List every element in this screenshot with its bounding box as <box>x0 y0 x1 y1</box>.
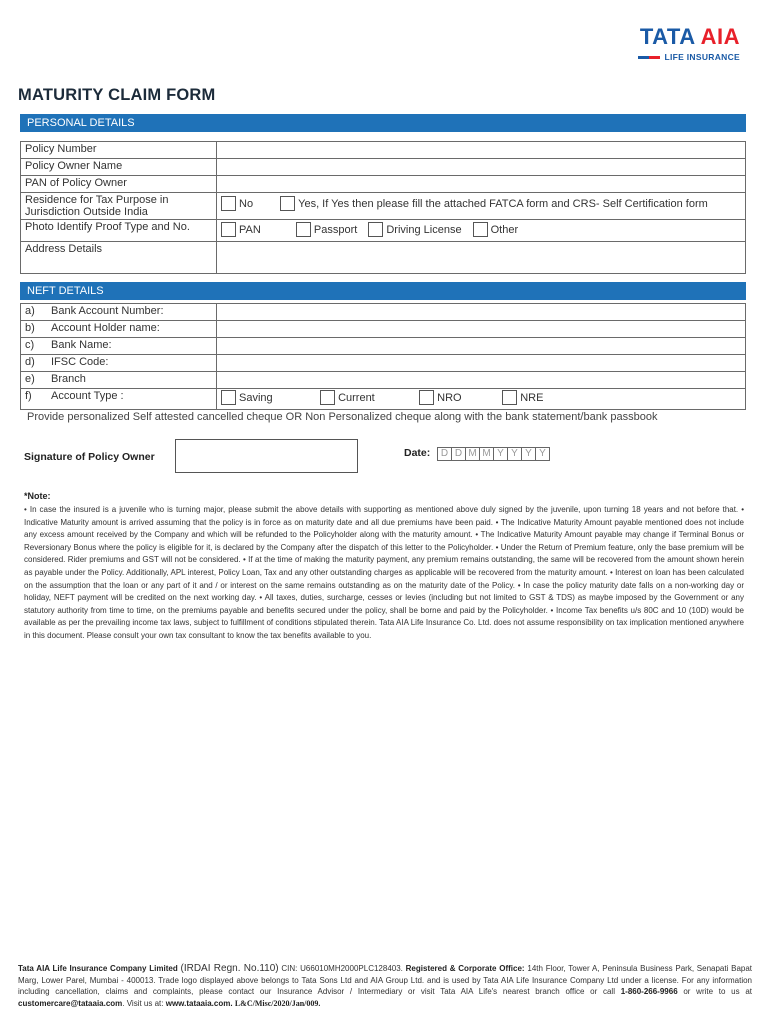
date-box[interactable]: Y <box>521 447 536 461</box>
neft-row-label: f) Account Type : <box>21 389 217 410</box>
date-box[interactable]: M <box>479 447 494 461</box>
neft-row-label: c) Bank Name: <box>21 338 217 355</box>
neft-row-label: b) Account Holder name: <box>21 321 217 338</box>
id-driving-checkbox[interactable] <box>368 222 383 237</box>
address-field[interactable] <box>217 242 746 274</box>
neft-details-table <box>20 303 746 410</box>
note-body: • In case the insured is a juvenile who is turning major, please submit the above details with supporting as mentioned above duly signed by the juvenile, upon turning 18 years and not before that. • Indicative Maturity amount is arrived assuming that the policy is in force as on maturity date and all due premiums have been paid. • The Indicative Maturity Amount payable mentioned does not include any excess amount received by the Company and which will be refunded to the Policyholder along with the maturity amount. • The Indicative Maturity Amount payable may change if Terminal Bonus or Reversionary Bonus where the policy is eligible for it, is declared by the Company after the dispatch of this letter to the Policyholder. • Under the Return of Premium feature, only the base premium will be considered. Rider premiums and GST will not be considered. • If at the time of making the maturity payment, any premium remains outstanding, the same will be recovered from the amount shown herein as payable under the Policy. Additionally, APL interest, Policy Loan, Tax and any other outstanding charges as applicable will be recovered from the maturity amount. • Interest on loan has been calculated on the assumption that the loan or any part of it and / or interest on the same remains outstanding as on the maturity date of the Policy. • In case the policy maturity date falls on a non-working day or holiday, NEFT payment will be credited on the next working day. • All taxes, duties, surcharge, cesses or levies (including but not limited to GST & TDS) as maybe imposed by the Government or any statutory authority from time to time, on the premiums payable and benefits secured under the policy, shall be borne and paid by the Policyholder. • Income Tax benefits u/s 80C and 10 (10D) would be available as per the prevailing income tax laws, subject to fulfillment of conditions stipulated therein. Tata AIA Life Insurance Co. Ltd. does not assume responsibility on tax implication mentioned anywhere in this document. Please consult your own tax consultant to know the tax benefits available to you. <box>24 505 744 640</box>
address-label: Address Details <box>21 242 217 274</box>
id-other-label: Other <box>490 223 519 236</box>
logo-subtitle: LIFE INSURANCE <box>664 52 740 62</box>
policy-owner-name-field[interactable] <box>217 159 746 176</box>
branch-field[interactable] <box>217 372 746 389</box>
signature-box[interactable] <box>175 439 358 473</box>
nro-label: NRO <box>437 391 462 404</box>
residence-yes-checkbox[interactable] <box>280 196 295 211</box>
pan-field[interactable] <box>217 176 746 193</box>
nre-label: NRE <box>520 391 544 404</box>
neft-row-label: d) IFSC Code: <box>21 355 217 372</box>
footer-cin: CIN: U66010MH2000PLC128403. <box>281 964 403 973</box>
neft-details-header: NEFT DETAILS <box>20 282 746 300</box>
id-driving-label: Driving License <box>386 223 462 236</box>
residence-no-checkbox[interactable] <box>221 196 236 211</box>
pan-label: PAN of Policy Owner <box>21 176 217 193</box>
saving-label: Saving <box>239 391 273 404</box>
tata-aia-logo <box>600 26 740 62</box>
logo-aia: AIA <box>700 24 740 49</box>
footer <box>18 963 752 1009</box>
date-box[interactable]: Y <box>535 447 550 461</box>
footer-write-text: or write to us at <box>683 987 752 996</box>
current-label: Current <box>338 391 375 404</box>
policy-owner-name-label: Policy Owner Name <box>21 159 217 176</box>
residence-options <box>217 193 746 220</box>
note-header: *Note: <box>24 491 51 501</box>
date-box[interactable]: Y <box>493 447 508 461</box>
ifsc-code-field[interactable] <box>217 355 746 372</box>
residence-label: Residence for Tax Purpose in Jurisdiction Outside India <box>21 193 217 220</box>
id-passport-label: Passport <box>313 223 358 236</box>
footer-office-label: Registered & Corporate Office: <box>405 964 525 973</box>
cheque-note: Provide personalized Self attested cancelled cheque OR Non Personalized cheque along with the bank statement/bank passbook <box>27 411 658 423</box>
form-title: MATURITY CLAIM FORM <box>18 86 216 104</box>
date-box[interactable]: M <box>465 447 480 461</box>
id-passport-checkbox[interactable] <box>296 222 311 237</box>
date-field[interactable] <box>437 447 549 461</box>
neft-row-label: a) Bank Account Number: <box>21 304 217 321</box>
photo-id-label: Photo Identify Proof Type and No. <box>21 220 217 242</box>
residence-no-label: No <box>239 197 254 210</box>
current-checkbox[interactable] <box>320 390 335 405</box>
date-box[interactable]: Y <box>507 447 522 461</box>
footer-visit-text: . Visit us at: <box>122 998 164 1008</box>
policy-number-field[interactable] <box>217 142 746 159</box>
photo-id-options <box>217 220 746 242</box>
account-type-options <box>217 389 746 410</box>
account-holder-name-field[interactable] <box>217 321 746 338</box>
id-pan-checkbox[interactable] <box>221 222 236 237</box>
date-label: Date: <box>404 447 431 459</box>
footer-phone: 1-860-266-9966 <box>620 987 678 996</box>
date-box[interactable]: D <box>437 447 452 461</box>
footer-email-link[interactable]: customercare@tataaia.com <box>18 998 123 1008</box>
personal-details-table <box>20 141 746 274</box>
date-box[interactable]: D <box>451 447 466 461</box>
policy-number-label: Policy Number <box>21 142 217 159</box>
logo-bar-icon <box>638 56 660 59</box>
footer-company: Tata AIA Life Insurance Company Limited <box>18 964 178 973</box>
saving-checkbox[interactable] <box>221 390 236 405</box>
footer-irdai: (IRDAI Regn. No.110) <box>180 963 279 974</box>
footer-website-link[interactable]: www.tataaia.com. <box>165 998 233 1008</box>
bank-name-field[interactable] <box>217 338 746 355</box>
residence-yes-label: Yes, If Yes then please fill the attached FATCA form and CRS- Self Certification form <box>298 197 708 210</box>
logo-tata: TATA <box>639 24 695 49</box>
nro-checkbox[interactable] <box>419 390 434 405</box>
id-other-checkbox[interactable] <box>473 222 488 237</box>
signature-label: Signature of Policy Owner <box>24 451 155 463</box>
bank-account-number-field[interactable] <box>217 304 746 321</box>
nre-checkbox[interactable] <box>502 390 517 405</box>
id-pan-label: PAN <box>239 223 261 236</box>
footer-office-text: 14th Floor, Tower A, Peninsula Business Park, Senapati Bapat Marg, Lower Parel, Mumbai - 400013. Trade logo displayed above belongs to Tata Sons Ltd and AIA Group Ltd. and is used by Tata AIA Life Insurance Company Ltd under a license. For any information including cancellation, claims and complaints, please contact our Insurance Advisor / Intermediary or visit Tata AIA Life's nearest branch office or call <box>18 964 753 996</box>
neft-row-label: e) Branch <box>21 372 217 389</box>
personal-details-header: PERSONAL DETAILS <box>20 114 746 132</box>
footer-code: L&C/Misc/2020/Jan/009. <box>234 998 321 1008</box>
